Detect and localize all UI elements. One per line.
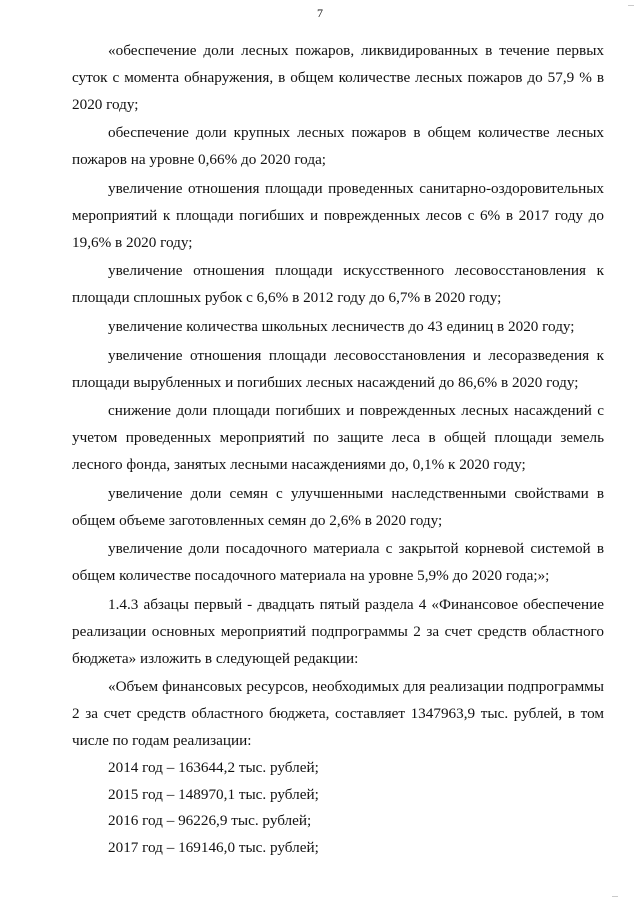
scan-mark-top: ...: [628, 0, 634, 8]
paragraph-damaged-plantations: снижение доли площади погибших и поврежденных лесных насаждений с учетом проведенных мероприятий по защите леса в общей площади земель лесного фонда, занятых лесными насаждениями до, 0,1% к 2020 году;: [72, 402, 604, 473]
paragraph-section-4-amendment: 1.4.3 абзацы первый - двадцать пятый раздела 4 «Финансовое обеспечение реализации основных мероприятий подпрограммы 2 за счет средств областного бюджета» изложить в следующей редакции:: [72, 595, 604, 667]
year-item-2017: 2017 год – 169146,0 тыс. рублей;: [108, 839, 319, 857]
paragraph-school-forestries: увеличение количества школьных лесничеств до 43 единиц в 2020 году;: [108, 317, 575, 335]
paragraph-sanitary-measures: увеличение отношения площади проведенных санитарно-оздоровительных мероприятий к площади погибших и поврежденных лесов с 6% в 2017 году до 19,6% в 2020 году;: [72, 179, 604, 251]
paragraph-reforestation-ratio: увеличение отношения площади лесовосстановления и лесоразведения к площади вырубленных и погибших лесных насаждений до 86,6% в 2020 году;: [72, 346, 604, 391]
scan-mark-bottom: ...: [612, 890, 618, 899]
paragraph-improved-seeds: увеличение доли семян с улучшенными наследственными свойствами в общем объеме заготовленных семян до 2,6% в 2020 году;: [72, 484, 604, 529]
paragraph-large-fires: обеспечение доли крупных лесных пожаров в общем количестве лесных пожаров на уровне 0,66% до 2020 года;: [72, 124, 604, 169]
paragraph-closed-root-seedlings: увеличение доли посадочного материала с закрытой корневой системой в общем количестве посадочного материала на уровне 5,9% до 2020 года;»;: [72, 540, 604, 585]
year-item-2016: 2016 год – 96226,9 тыс. рублей;: [108, 812, 312, 830]
document-body: [72, 38, 604, 862]
paragraph-artificial-reforestation: увеличение отношения площади искусственного лесовосстановления к площади сплошных рубок с 6,6% в 2012 году до 6,7% в 2020 году;: [72, 262, 604, 307]
year-item-2015: 2015 год – 148970,1 тыс. рублей;: [108, 785, 319, 803]
paragraph-fire-liquidation: «обеспечение доли лесных пожаров, ликвидированных в течение первых суток с момента обнаружения, в общем количестве лесных пожаров до 57,9 % в 2020 году;: [72, 42, 604, 113]
page-number: 7: [317, 6, 323, 20]
year-item-2014: 2014 год – 163644,2 тыс. рублей;: [108, 758, 319, 776]
paragraph-financial-volume: «Объем финансовых ресурсов, необходимых для реализации подпрограммы 2 за счет средств областного бюджета, составляет 1347963,9 тыс. рублей, в том числе по годам реализации:: [72, 678, 604, 749]
